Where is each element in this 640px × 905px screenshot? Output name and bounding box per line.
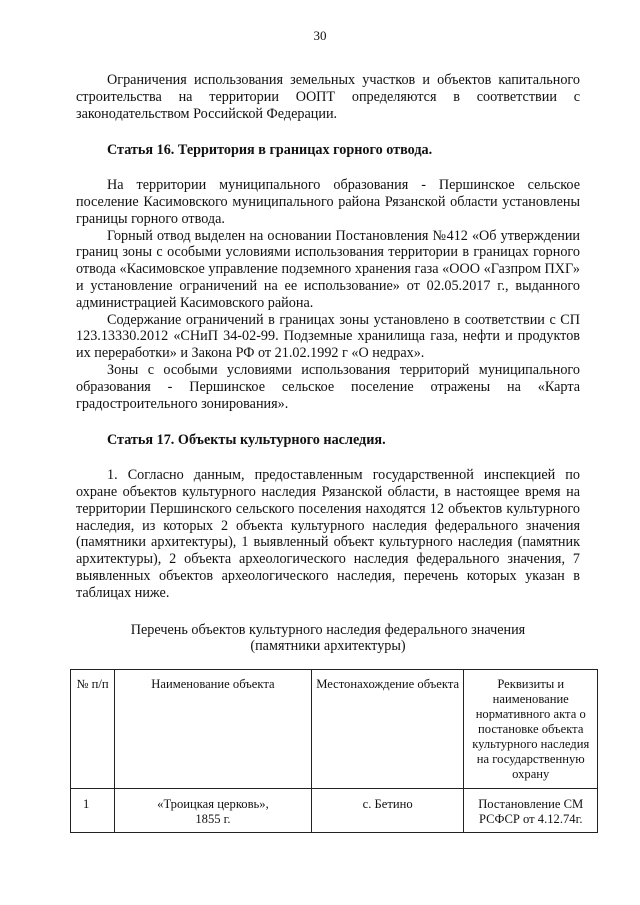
table-caption-line-1: Перечень объектов культурного наследия федерального значения <box>130 621 526 638</box>
article-16-paragraph-2: Горный отвод выделен на основании Постановления №412 «Об утверждении границ зоны с особыми условиями использования территории в границах горного отвода «Касимовское управление подземного хранения газа «ООО «Газпром ПХГ» и установление ограничений на ее использование» от 02.05.2017 г., выданного администрацией Касимовского района. <box>76 227 580 311</box>
cell-legal-act: Постановление СМ РСФСР от 4.12.74г. <box>464 789 598 833</box>
article-16-paragraph-3: Содержание ограничений в границах зоны установлено в соответствии с СП 123.13330.2012 «СНиП 34-02-99. Подземные хранилища газа, нефти и продуктов их переработки» и Закона РФ от 21.02.1992 г «О недрах». <box>76 311 580 362</box>
cell-location: с. Бетино <box>311 789 464 833</box>
object-name-line-2: 1855 г. <box>195 812 231 827</box>
heritage-objects-table <box>70 669 598 833</box>
header-num: № п/п <box>71 670 115 789</box>
page-number: 30 <box>313 28 327 43</box>
table-caption <box>76 622 580 656</box>
object-name-line-1: «Троицкая церковь», <box>157 797 269 812</box>
article-17-paragraph-1: 1. Согласно данным, предоставленным государственной инспекцией по охране объектов культурного наследия Рязанской области, в настоящее время на территории Першинского сельского поселения находятся 12 объектов культурного наследия, из которых 2 объекта культурного наследия федерального значения (памятники архитектуры), 1 выявленный объект культурного наследия (памятник архитектуры), 2 объекта археологического наследия федерального значения, 7 выявленных объектов археологического наследия, перечень которых указан в таблицах ниже. <box>76 467 580 601</box>
table-caption-line-2: (памятники архитектуры) <box>250 638 406 655</box>
article-17-heading: Статья 17. Объекты культурного наследия. <box>107 432 386 449</box>
document-body <box>76 72 590 833</box>
cell-num: 1 <box>71 789 115 833</box>
article-16-paragraph-1: На территории муниципального образования - Першинское сельское поселение Касимовского муниципального района Рязанской области установлены границы горного отвода. <box>76 177 580 227</box>
header-object-name: Наименование объекта <box>115 670 312 789</box>
table-row <box>71 789 598 833</box>
header-location: Местонахождение объекта <box>311 670 464 789</box>
article-16-heading: Статья 16. Территория в границах горного отвода. <box>107 142 433 159</box>
article-16-paragraph-4: Зоны с особыми условиями использования территорий муниципального образования - Першинское сельское поселение отражены на «Карта градостроительного зонирования». <box>76 361 580 412</box>
table-header-row <box>71 670 598 789</box>
paragraph-oopt-restrictions: Ограничения использования земельных участков и объектов капитального строительства на территории ООПТ определяются в соответствии с законодательством Российской Федерации. <box>76 72 580 122</box>
header-legal-act: Реквизиты и наименование нормативного акта о постановке объекта культурного наследия на государственную охрану <box>464 670 598 789</box>
cell-object-name <box>115 789 312 833</box>
